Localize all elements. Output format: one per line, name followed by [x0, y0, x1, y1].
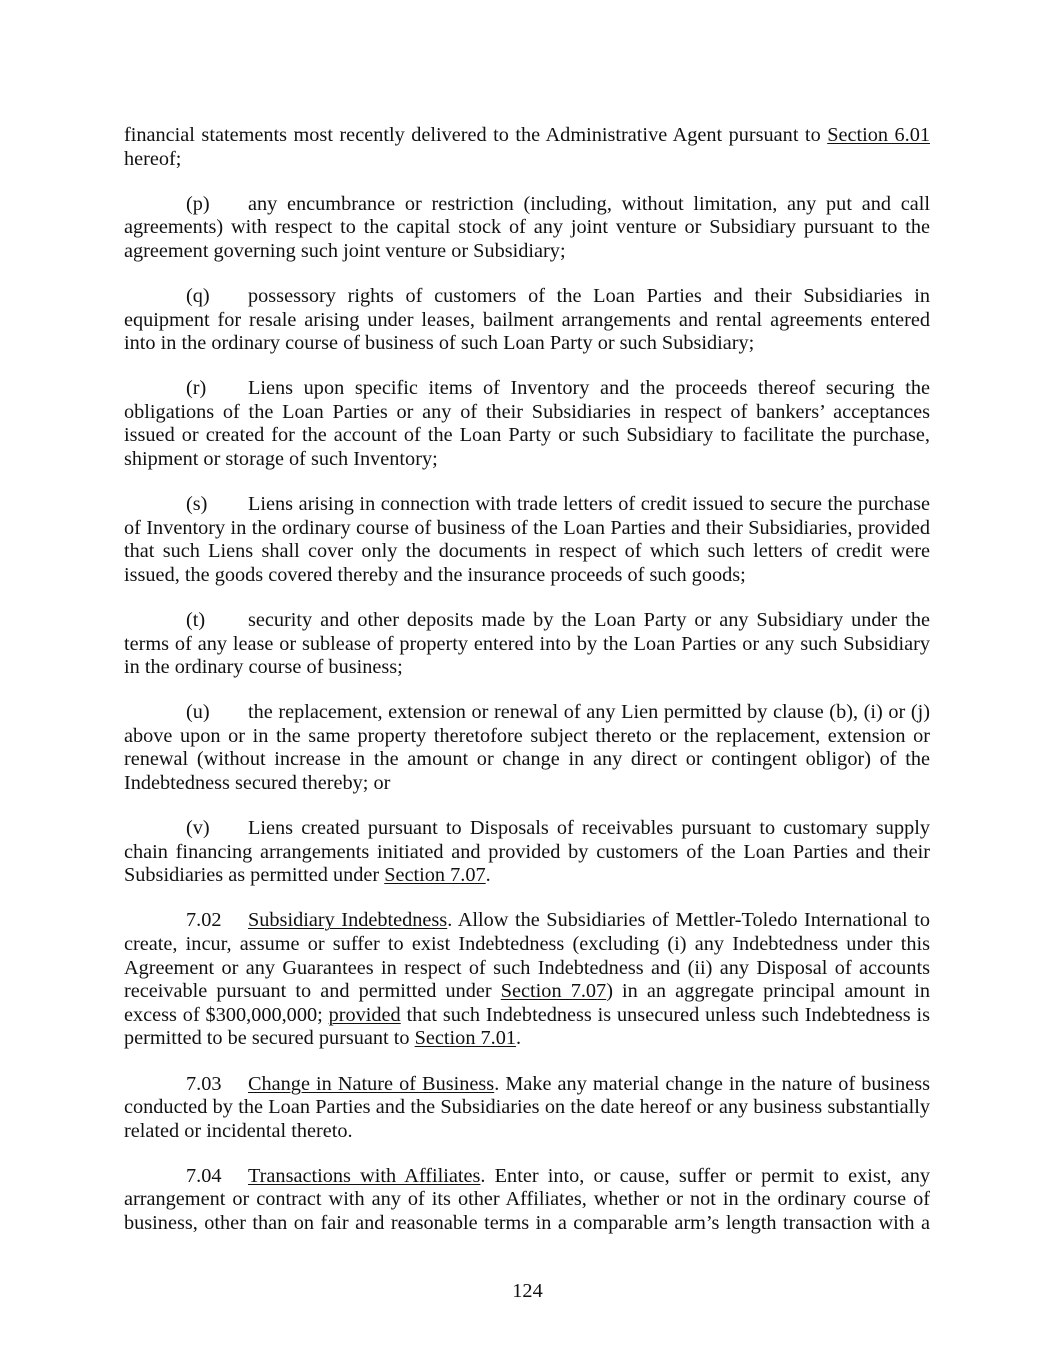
paragraph-text: . Make any material change in the nature of business conducted by the Loan Parties and the Subsidiaries on the date hereof or any business substantially related or incidental thereto. [124, 1072, 930, 1142]
paragraph-text: financial statements most recently delivered to the Administrative Agent pursuant to [124, 124, 828, 146]
underlined-reference: Transactions with Affiliates [248, 1164, 481, 1187]
clause-paragraph [124, 609, 930, 680]
document-page [124, 124, 930, 1257]
clause-label: 7.02 [186, 909, 222, 932]
clause-label: (q) [186, 284, 210, 307]
clause-paragraph [124, 909, 930, 1051]
paragraph-text: that such Indebtedness is unsecured unless such Indebtedness is permitted to be secured pursuant to [124, 1003, 930, 1050]
clause-paragraph [124, 377, 930, 471]
page-number: 124 [512, 1280, 543, 1302]
paragraph-text: Liens arising in connection with trade letters of credit issued to secure the purchase of Inventory in the ordinary course of business of the Loan Parties and their Subsidiaries, provided that such Liens shall cover only the documents in respect of which such letters of credit were issued, the goods covered thereby and the insurance proceeds of such goods; [124, 493, 930, 586]
paragraph-text: . [516, 1027, 522, 1050]
paragraph-text: Liens upon specific items of Inventory and the proceeds thereof securing the obligations of the Loan Parties or any of their Subsidiaries in respect of bankers’ acceptances issued or created for the account of the Loan Party or such Subsidiary to facilitate the purchase, shipment or storage of such Inventory; [124, 377, 930, 471]
paragraph-text: . Allow the Subsidiaries of Mettler-Toledo International to create, incur, assume or suffer to exist Indebtedness (excluding (i) any Indebtedness under this Agreement or any Guarantees in respect of such Indebtedness and (ii) any Disposal of accounts receivable pursuant to and permitted under [124, 909, 930, 1003]
clause-label: (u) [186, 701, 210, 724]
paragraph-text: . [485, 864, 491, 887]
clause-paragraph [124, 193, 930, 264]
clause-label: (v) [186, 817, 210, 840]
underlined-reference: Change in Nature of Business [248, 1072, 495, 1095]
underlined-reference: provided [328, 1003, 401, 1026]
paragraph-text: . Enter into, or cause, suffer or permit to exist, any arrangement or contract with any of its other Affiliates, whether or not in the ordinary course of business, other than on fair and reasonable terms in a comparable arm’s length transaction with a [124, 1164, 930, 1234]
clause-paragraph [124, 285, 930, 356]
underlined-reference: Section 6.01 [827, 124, 930, 146]
clause-paragraph [124, 1073, 930, 1144]
clause-label: 7.04 [186, 1164, 222, 1187]
paragraph-text: the replacement, extension or renewal of any Lien permitted by clause (b), (i) or (j) above upon or in the same property theretofore subject thereto or the replacement, extension or renewal (without increase in the amount or change in any direct or contingent obligor) of the Indebtedness secured thereby; or [124, 701, 930, 795]
clause-label: 7.03 [186, 1072, 222, 1095]
clause-paragraph [124, 701, 930, 795]
paragraph-text: hereof; [124, 147, 182, 170]
paragraph-text: Liens created pursuant to Disposals of receivables pursuant to customary supply chain financing arrangements initiated and provided by customers of the Loan Parties and their Subsidiaries as permitted under [124, 817, 930, 887]
underlined-reference: Subsidiary Indebtedness [248, 909, 448, 932]
paragraph-text: ) in an aggregate principal amount in excess of $300,000,000; [124, 980, 930, 1026]
paragraph-text: possessory rights of customers of the Loan Parties and their Subsidiaries in equipment for resale arising under leases, bailment arrangements and rental agreements entered into in the ordinary course of business of such Loan Party or such Subsidiary; [124, 284, 930, 355]
clause-paragraph [124, 493, 930, 587]
paragraph-text: security and other deposits made by the Loan Party or any Subsidiary under the terms of any lease or sublease of property entered into by the Loan Parties or any such Subsidiary in the ordinary course of business; [124, 609, 930, 679]
clause-label: (r) [186, 377, 207, 400]
clause-label: (p) [186, 192, 210, 215]
continuation-paragraph [124, 124, 930, 171]
underlined-reference: Section 7.01 [414, 1027, 517, 1050]
underlined-reference: Section 7.07 [500, 980, 607, 1003]
underlined-reference: Section 7.07 [384, 864, 486, 887]
paragraph-text: any encumbrance or restriction (including, without limitation, any put and call agreements) with respect to the capital stock of any joint venture or Subsidiary pursuant to the agreement governing such joint venture or Subsidiary; [124, 192, 930, 262]
clause-paragraph [124, 817, 930, 888]
clause-paragraph [124, 1165, 930, 1236]
clause-label: (s) [186, 493, 208, 516]
clause-label: (t) [186, 609, 206, 631]
